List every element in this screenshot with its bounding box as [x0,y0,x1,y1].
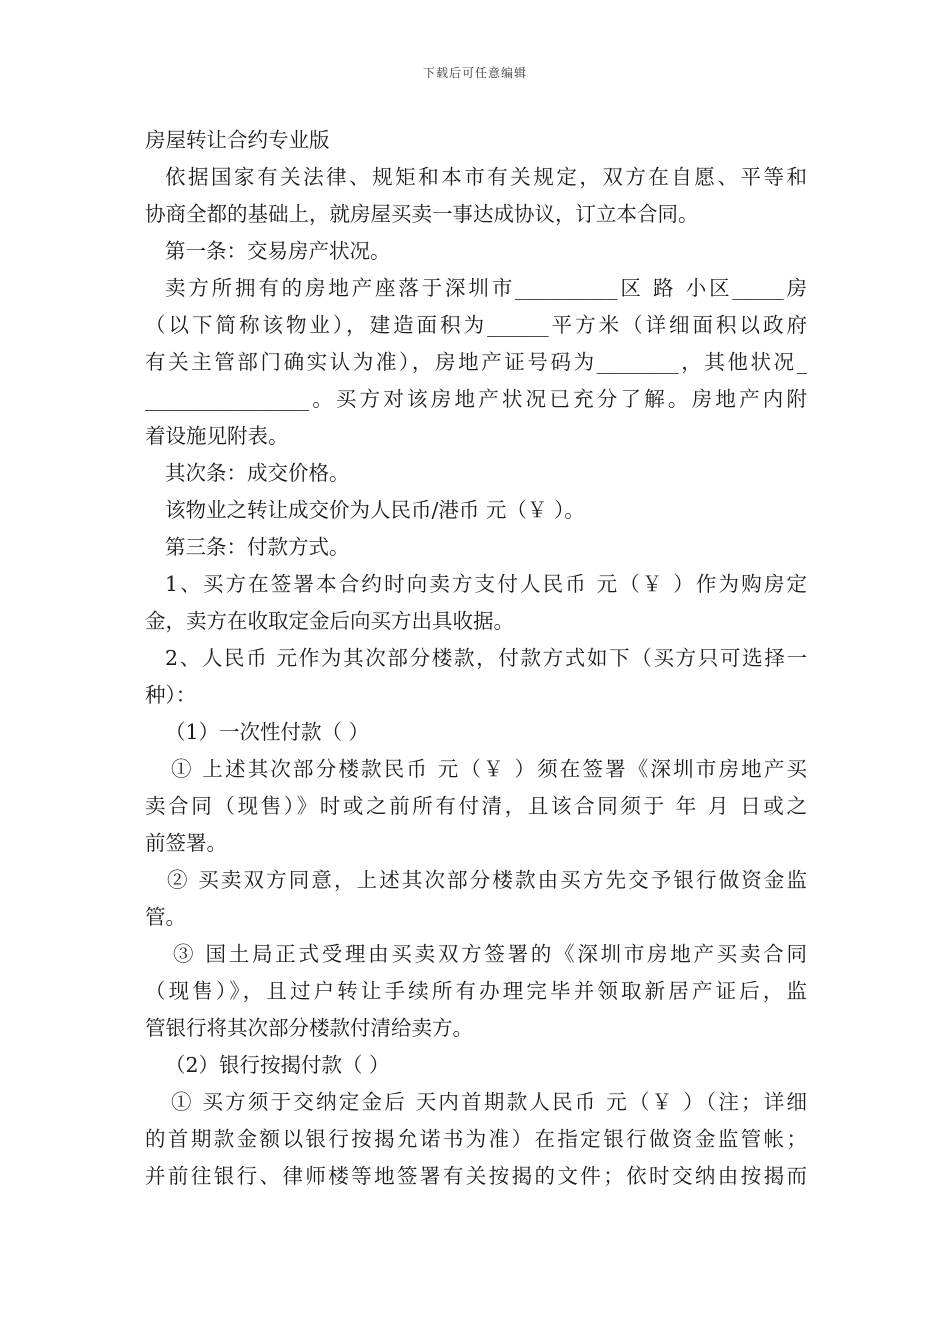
text-line: （现售）》，且过户转让手续所有办理完毕并领取新居产证后，监 [145,979,807,1003]
text-line: 卖合同（现售）》时或之前所有付清，且该合同须于 年 月 日或之 [145,794,807,818]
text-line: ________________。买方对该房地产状况已充分了解。房地产内附 [145,387,807,411]
document-title: 房屋转让合约专业版 [145,128,330,152]
text-line: 种）： [145,683,197,707]
page-header-note: 下载后可任意编辑 [422,66,527,80]
article-heading: 第三条：付款方式。 [165,535,350,559]
text-line: 管银行将其次部分楼款付清给卖方。 [145,1016,473,1040]
text-line: 并前往银行、律师楼等地签署有关按揭的文件；依时交纳由按揭而 [145,1164,807,1188]
text-line: 2、人民币 元作为其次部分楼款，付款方式如下（买方只可选择一 [165,646,807,670]
text-line: 着设施见附表。 [145,424,289,448]
article-heading: 其次条：成交价格。 [165,461,350,485]
text-line: 依据国家有关法律、规矩和本市有关规定，双方在自愿、平等和 [165,165,807,189]
text-line: 前签署。 [145,831,227,855]
text-line: ① 上述其次部分楼款民币 元（￥ ）须在签署《深圳市房地产买 [171,757,807,781]
article-heading: 第一条：交易房产状况。 [165,239,391,263]
document-body [145,122,807,1195]
text-line: ② 买卖双方同意，上述其次部分楼款由买方先交予银行做资金监 [167,868,807,892]
text-line: 有关主管部门确实认为准），房地产证号码为________，其他状况_ [145,350,807,374]
text-line: 金，卖方在收取定金后向买方出具收据。 [145,609,514,633]
option-heading: （1）一次性付款（ ） [165,720,370,744]
text-line: 的首期款金额以银行按揭允诺书为准）在指定银行做资金监管帐； [145,1127,807,1151]
text-line: 该物业之转让成交价为人民币/港币 元（￥ ）。 [165,498,585,522]
text-line: 协商全都的基础上，就房屋买卖一事达成协议，订立本合同。 [145,202,699,226]
text-line: （以下简称该物业），建造面积为______平方米（详细面积以政府 [145,313,807,337]
text-line: ③ 国土局正式受理由买卖双方签署的《深圳市房地产买卖合同 [173,942,807,966]
text-line: 管。 [145,905,186,929]
text-line: 1、买方在签署本合约时向卖方支付人民币 元（￥ ）作为购房定 [165,572,807,596]
option-heading: （2）银行按揭付款（ ） [165,1053,390,1077]
text-line: 卖方所拥有的房地产座落于深圳市__________区 路 小区_____房 [165,276,807,300]
text-line: ① 买方须于交纳定金后 天内首期款人民币 元（￥ ）（注；详细 [171,1090,807,1114]
